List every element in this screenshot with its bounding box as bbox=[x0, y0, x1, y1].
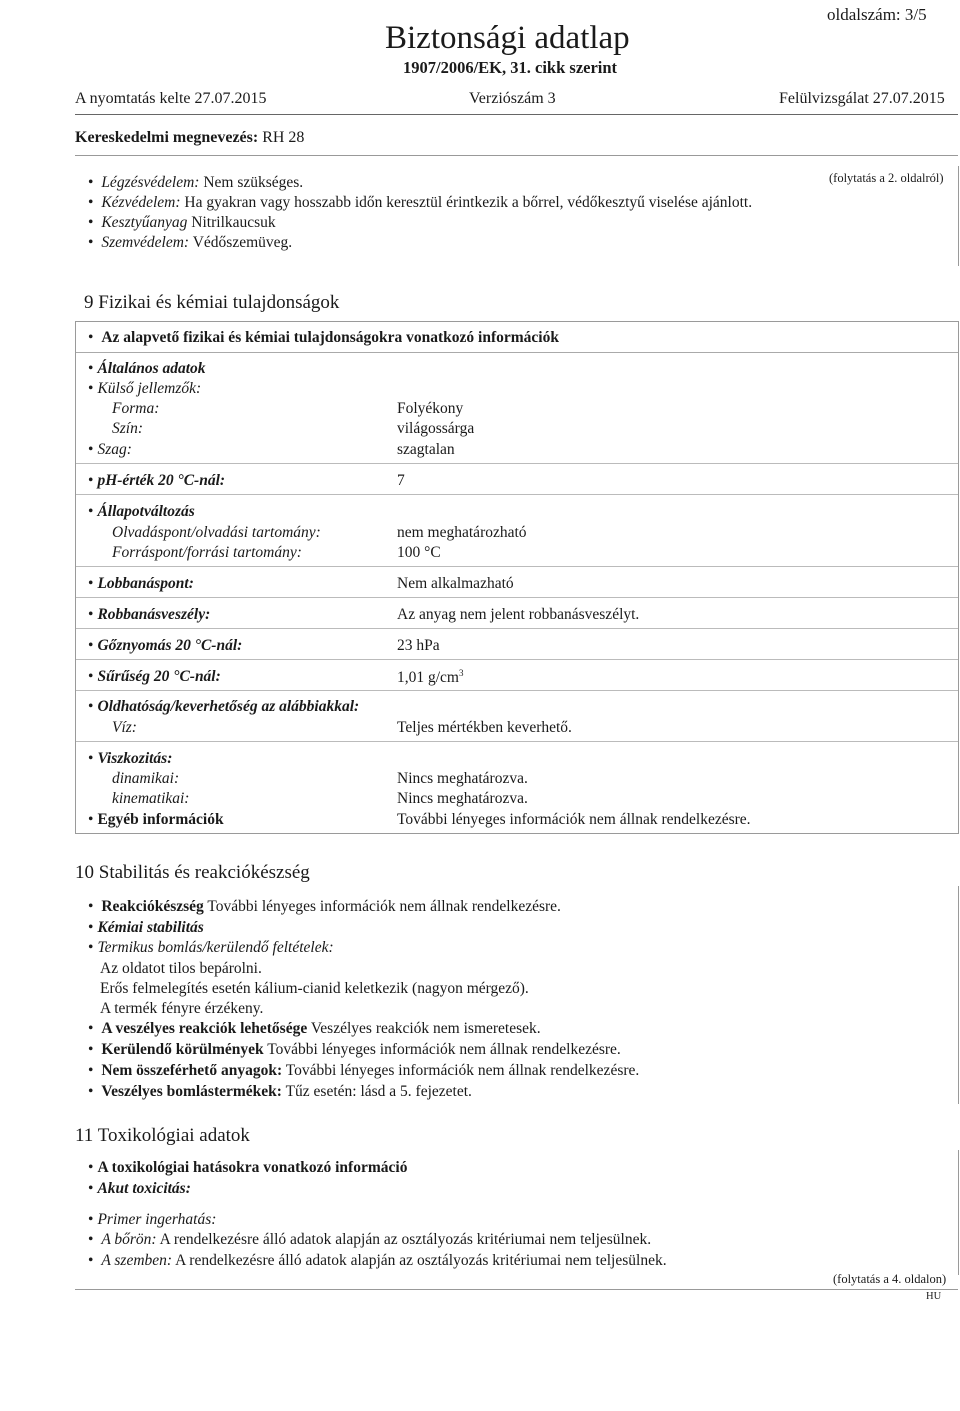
dangerous-label: A veszélyes reakciók lehetősége bbox=[101, 1020, 308, 1037]
color-label: Szín: bbox=[112, 420, 143, 437]
vapor-pressure bbox=[88, 638, 242, 654]
section-9-inner-divider bbox=[76, 352, 958, 353]
vapor-label: Gőznyomás 20 °C-nál: bbox=[97, 637, 243, 654]
melting-value: nem meghatározható bbox=[397, 524, 527, 541]
general-data-label: Általános adatok bbox=[97, 360, 206, 377]
eye-label: Szemvédelem: bbox=[101, 234, 190, 251]
decomp-value: Tűz esetén: lásd a 5. fejezetet. bbox=[285, 1083, 472, 1100]
trade-name-value: RH 28 bbox=[262, 129, 305, 146]
flash-point bbox=[88, 576, 194, 592]
protection-box-edge bbox=[75, 166, 959, 266]
avoid-value: További lényeges információk nem állnak rendelkezésre. bbox=[267, 1041, 621, 1058]
state-change bbox=[88, 504, 195, 520]
continuation-from-previous: (folytatás a 2. oldalról) bbox=[829, 171, 944, 185]
odor-label: Szag: bbox=[97, 441, 132, 458]
viscosity-label: Viszkozitás: bbox=[97, 750, 173, 767]
glove-value: Nitrilkaucsuk bbox=[191, 214, 276, 231]
section-9-info-heading bbox=[88, 330, 559, 346]
revision-date: Felülvizsgálat 27.07.2015 bbox=[779, 90, 945, 107]
viscosity bbox=[88, 751, 172, 767]
solubility-label: Oldhatóság/keverhetőség az alábbiakkal: bbox=[97, 698, 360, 715]
trade-name-label: Kereskedelmi megnevezés: bbox=[75, 129, 259, 146]
solubility bbox=[88, 699, 359, 715]
incompatible-materials bbox=[88, 1063, 639, 1079]
acute-toxicity bbox=[88, 1181, 191, 1197]
acute-label: Akut toxicitás: bbox=[97, 1180, 191, 1197]
section-11-title: 11 Toxikológiai adatok bbox=[75, 1125, 250, 1146]
tox-heading-label: A toxikológiai hatásokra vonatkozó információ bbox=[97, 1159, 408, 1176]
appearance-label: Külső jellemzők: bbox=[97, 380, 202, 397]
explosion-value: Az anyag nem jelent robbanásveszélyt. bbox=[397, 606, 640, 623]
reactivity bbox=[88, 899, 561, 915]
vapor-value: 23 hPa bbox=[397, 637, 440, 654]
skin-effect bbox=[88, 1232, 651, 1248]
print-date: A nyomtatás kelte 27.07.2015 bbox=[75, 90, 267, 107]
state-change-label: Állapotváltozás bbox=[97, 503, 195, 520]
decomp-label: Veszélyes bomlástermékek: bbox=[101, 1083, 282, 1100]
thermal-decomposition bbox=[88, 940, 334, 956]
dangerous-value: Veszélyes reakciók nem ismeretesek. bbox=[310, 1020, 541, 1037]
divider-ph bbox=[76, 463, 958, 464]
avoid-label: Kerülendő körülmények bbox=[101, 1041, 264, 1058]
continuation-to-next: (folytatás a 4. oldalon) bbox=[833, 1272, 947, 1286]
density-value bbox=[397, 669, 464, 686]
respiratory-value: Nem szükséges. bbox=[203, 174, 304, 191]
skin-label: A bőrön: bbox=[101, 1231, 157, 1248]
flash-value: Nem alkalmazható bbox=[397, 575, 514, 592]
respiratory-label: Légzésvédelem: bbox=[101, 174, 200, 191]
other-info-value: További lényeges információk nem állnak rendelkezésre. bbox=[397, 811, 751, 828]
chemical-stability bbox=[88, 920, 204, 936]
divider-explosion bbox=[76, 597, 958, 598]
divider-density bbox=[76, 659, 958, 660]
reactivity-value: További lényeges információk nem állnak rendelkezésre. bbox=[207, 898, 561, 915]
thermal-line-2: Erős felmelegítés esetén kálium-cianid keletkezik (nagyon mérgező). bbox=[100, 980, 529, 997]
other-info bbox=[88, 812, 224, 828]
ph-label: pH-érték 20 °C-nál: bbox=[97, 472, 226, 489]
divider-viscosity bbox=[76, 741, 958, 742]
explosion-hazard bbox=[88, 607, 210, 623]
page-number: oldalszám: 3/5 bbox=[827, 5, 927, 24]
boiling-value: 100 °C bbox=[397, 544, 441, 561]
eye-value: Védőszemüveg. bbox=[192, 234, 293, 251]
hand-label: Kézvédelem: bbox=[101, 194, 181, 211]
density bbox=[88, 669, 221, 685]
section-9-box bbox=[75, 321, 959, 834]
density-unit-superscript: 3 bbox=[459, 668, 464, 678]
color-value: világossárga bbox=[397, 420, 475, 437]
dangerous-reactions bbox=[88, 1021, 541, 1037]
eye-effect bbox=[88, 1253, 667, 1269]
trade-name bbox=[75, 130, 304, 146]
document-title: Biztonsági adatlap bbox=[385, 20, 630, 56]
header-divider bbox=[75, 114, 958, 115]
decomposition-products bbox=[88, 1084, 472, 1100]
incompat-label: Nem összeférhető anyagok: bbox=[101, 1062, 283, 1079]
other-info-label: Egyéb információk bbox=[97, 811, 224, 828]
tox-heading bbox=[88, 1160, 407, 1176]
dynamic-label: dinamikai: bbox=[112, 770, 180, 787]
density-value-text: 1,01 g/cm bbox=[397, 669, 459, 686]
skin-value: A rendelkezésre álló adatok alapján az osztályozás kritériumai nem teljesülnek. bbox=[159, 1231, 652, 1248]
primary-irritation bbox=[88, 1212, 216, 1228]
language-code: HU bbox=[926, 1291, 942, 1302]
reactivity-label: Reakciókészség bbox=[101, 898, 204, 915]
general-data bbox=[88, 361, 206, 377]
form-label: Forma: bbox=[112, 400, 160, 417]
melting-label: Olvadáspont/olvadási tartomány: bbox=[112, 524, 321, 541]
dynamic-value: Nincs meghatározva. bbox=[397, 770, 528, 787]
water-label: Víz: bbox=[112, 719, 137, 736]
water-value: Teljes mértékben keverhető. bbox=[397, 719, 572, 736]
section-10-title: 10 Stabilitás és reakciókészség bbox=[75, 862, 310, 883]
thermal-line-1: Az oldatot tilos bepárolni. bbox=[100, 960, 262, 977]
info-heading-text: Az alapvető fizikai és kémiai tulajdonságokra vonatkozó információk bbox=[101, 329, 559, 346]
eye-effect-value: A rendelkezésre álló adatok alapján az osztályozás kritériumai nem teljesülnek. bbox=[175, 1252, 667, 1269]
ph-value: 7 bbox=[397, 472, 405, 489]
footer-divider bbox=[75, 1289, 958, 1290]
version-number: Verziószám 3 bbox=[469, 90, 556, 107]
thermal-label: Termikus bomlás/kerülendő feltételek: bbox=[97, 939, 334, 956]
ph-value-row bbox=[88, 473, 225, 489]
form-value: Folyékony bbox=[397, 400, 464, 417]
primary-label: Primer ingerhatás: bbox=[97, 1211, 217, 1228]
divider-vapor bbox=[76, 628, 958, 629]
divider-state bbox=[76, 494, 958, 495]
density-label: Sűrűség 20 °C-nál: bbox=[97, 668, 221, 685]
document-subtitle: 1907/2006/EK, 31. cikk szerint bbox=[403, 58, 618, 77]
divider-solubility bbox=[76, 690, 958, 691]
kinematic-label: kinematikai: bbox=[112, 790, 190, 807]
explosion-label: Robbanásveszély: bbox=[97, 606, 211, 623]
incompat-value: További lényeges információk nem állnak rendelkezésre. bbox=[285, 1062, 640, 1079]
glove-label: Kesztyűanyag bbox=[101, 214, 188, 231]
hand-value: Ha gyakran vagy hosszabb időn keresztül érintkezik a bőrrel, védőkesztyű viselése ajánlott. bbox=[184, 194, 753, 211]
conditions-to-avoid bbox=[88, 1042, 621, 1058]
section-9-title: 9 Fizikai és kémiai tulajdonságok bbox=[84, 292, 340, 313]
divider-flash bbox=[76, 566, 958, 567]
odor bbox=[88, 442, 132, 458]
thermal-line-3: A termék fényre érzékeny. bbox=[100, 1000, 264, 1017]
chemical-stability-label: Kémiai stabilitás bbox=[97, 919, 204, 936]
kinematic-value: Nincs meghatározva. bbox=[397, 790, 528, 807]
eye-effect-label: A szemben: bbox=[101, 1252, 173, 1269]
flash-label: Lobbanáspont: bbox=[97, 575, 194, 592]
trade-name-divider bbox=[75, 155, 958, 156]
boiling-label: Forráspont/forrási tartomány: bbox=[112, 544, 302, 561]
appearance bbox=[88, 381, 201, 397]
odor-value: szagtalan bbox=[397, 441, 455, 458]
